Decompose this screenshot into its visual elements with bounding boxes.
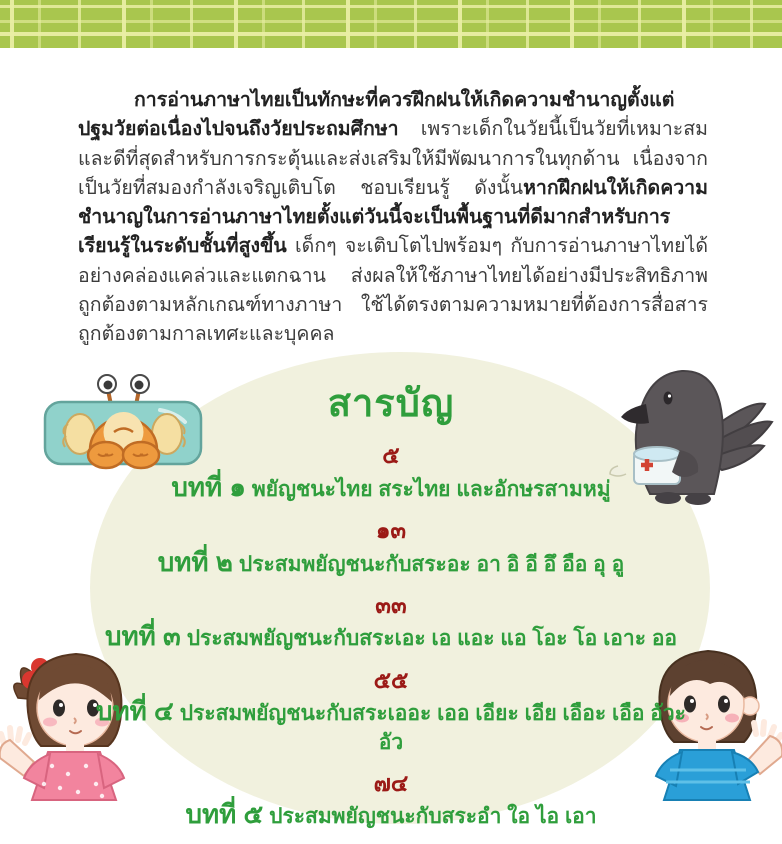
toc-entry-title — [91, 545, 691, 580]
toc-chapter-text: ประสมพยัญชนะกับสระเออะ เออ เอียะ เอีย เอือะ เอือ อัวะ อัว — [179, 702, 686, 755]
toc-entry-1 — [91, 441, 691, 505]
toc-entry-5 — [91, 769, 691, 833]
toc-chapter-text: พยัญชนะไทย สระไทย และอักษรสามหมู่ — [251, 477, 611, 501]
toc-chapter-label: บทที่ ๑ — [171, 471, 246, 502]
table-of-contents — [91, 372, 691, 844]
toc-chapter-text: ประสมพยัญชนะกับสระอำ ใอ ไอ เอา — [269, 805, 597, 829]
toc-entry-title — [91, 470, 691, 505]
toc-chapter-label: บทที่ ๕ — [185, 799, 264, 830]
toc-page-number: ๓๓ — [375, 591, 407, 618]
toc-chapter-label: บทที่ ๔ — [96, 696, 174, 727]
intro-regular-1: เพราะเด็กในวัยนี้เป็นวัยที่เหมาะสมและดีที่สุดสำหรับการกระตุ้นและส่งเสริมให้มีพัฒนาการในทุกด้าน เนื่องจากเป็นวัยที่สมองกำลังเจริญเติบโต ชอบเรียนรู้ ดังนั้น — [78, 118, 708, 199]
toc-entry-title — [91, 797, 691, 832]
toc-entry-2 — [91, 516, 691, 580]
toc-chapter-label: บทที่ ๒ — [157, 546, 233, 577]
intro-bold-lead: การอ่านภาษาไทยเป็นทักษะที่ควรฝึกฝนให้เกิดความชำนาญตั้งแต่ปฐมวัยต่อเนื่องไปจนถึงวัยประถมศึกษา — [78, 89, 675, 141]
intro-regular-2: เด็กๆ จะเติบโตไปพร้อมๆ กับการอ่านภาษาไทยได้อย่างคล่องแคล่วและแตกฉาน ส่งผลให้ใช้ภาษาไทยได้อย่างมีประสิทธิภาพ ถูกต้องตามหลักเกณฑ์ทางภาษา ใช้ได้ตรงตามความหมายที่ต้องการสื่อสาร ถูกต้องตามกาลเทศะและบุคคล — [78, 235, 708, 345]
toc-chapter-text: ประสมพยัญชนะกับสระอะ อา อิ อี อึ อือ อุ อู — [238, 552, 625, 576]
toc-page-number: ๑๓ — [375, 516, 407, 543]
toc-chapter-text: ประสมพยัญชนะกับสระเอะ เอ แอะ แอ โอะ โอ เอาะ ออ — [186, 627, 678, 651]
toc-chapter-label: บทที่ ๓ — [104, 621, 181, 652]
toc-page-number: ๕๕ — [373, 666, 409, 693]
toc-entry-4 — [91, 666, 691, 758]
header-plaid-band — [0, 0, 782, 48]
intro-paragraph — [78, 86, 708, 349]
toc-page-number: ๕ — [382, 442, 400, 468]
toc-entry-3 — [91, 591, 691, 655]
intro-bold-2: หากฝึกฝนให้เกิดความชำนาญในการอ่านภาษาไทยตั้งแต่วันนี้จะเป็นพื้นฐานที่ดีมากสำหรับการเรียนรู้ในระดับชั้นที่สูงขึ้น — [78, 176, 708, 258]
toc-entry-title — [91, 694, 691, 757]
toc-entry-title — [91, 619, 691, 654]
toc-page-number: ๗๔ — [373, 769, 409, 796]
toc-title: สารบัญ — [327, 383, 455, 425]
